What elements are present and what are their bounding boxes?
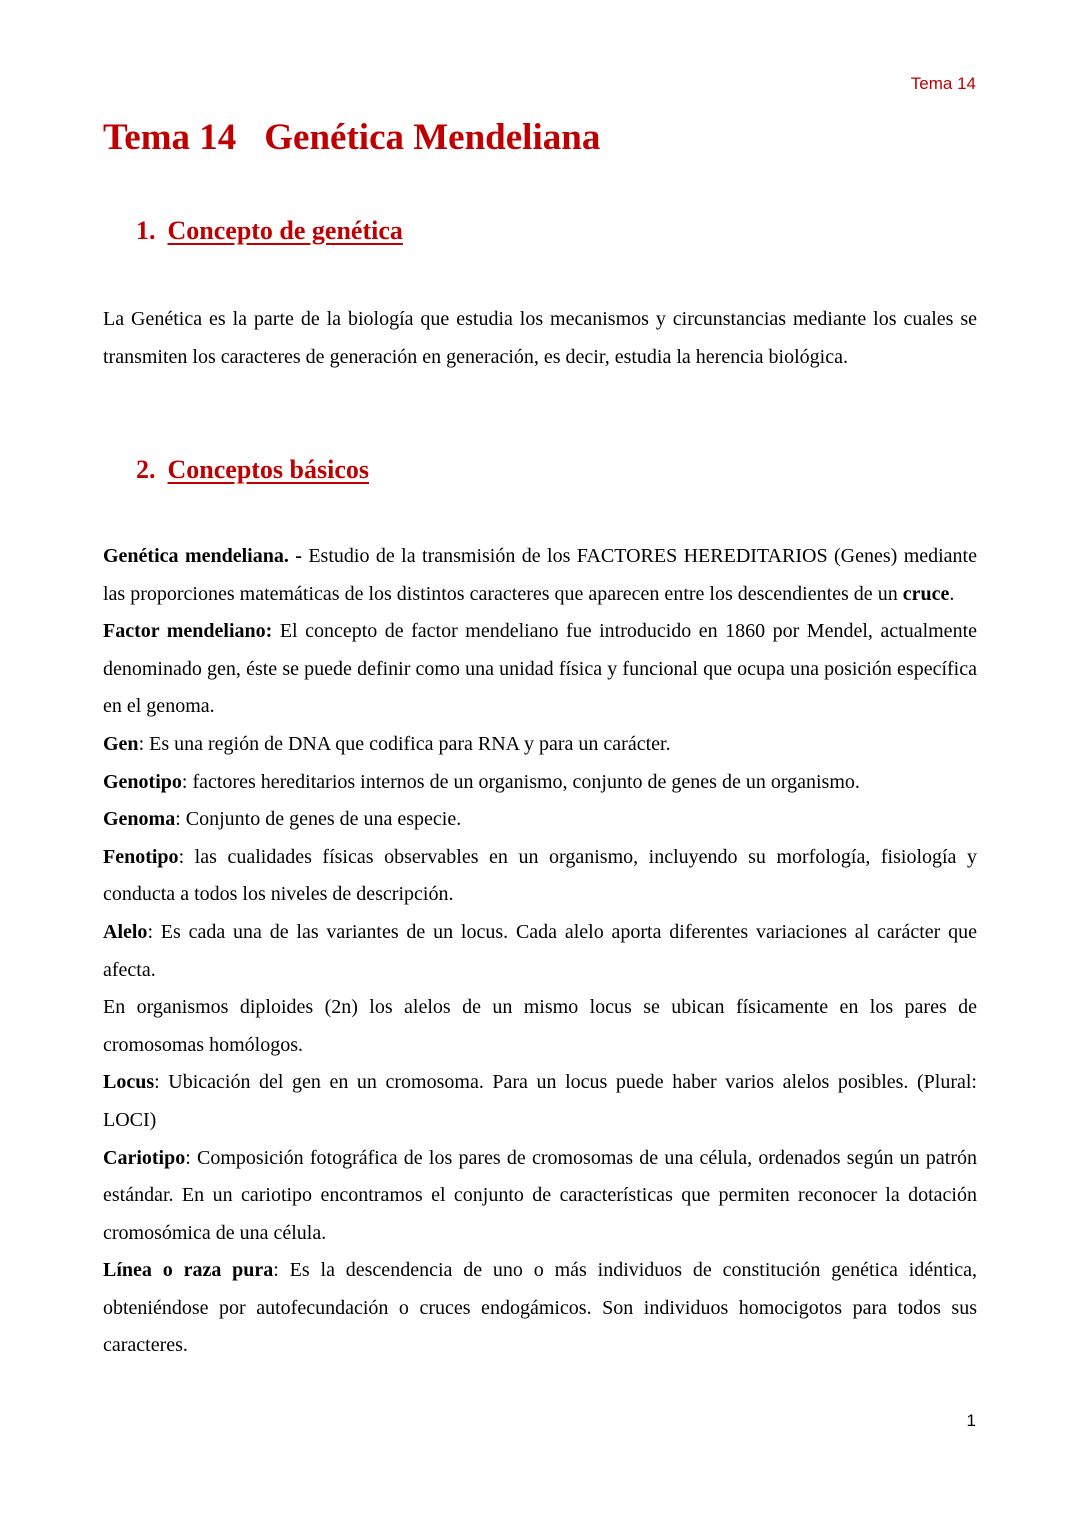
definition-text: : Composición fotográfica de los pares de cromosomas de una célula, ordenados según un patrón estándar. En un cariotipo encontramos el conjunto de características que permiten reconocer la dotación cromosómica de una célula. <box>103 1146 977 1244</box>
definition-locus <box>103 1064 977 1139</box>
running-header: Tema 14 <box>910 74 976 93</box>
section-heading-conceptos-basicos <box>136 455 369 485</box>
definition-text: : factores hereditarios internos de un organismo, conjunto de genes de un organismo. <box>181 770 860 793</box>
definition-text: : las cualidades físicas observables en un organismo, incluyendo su morfología, fisiología y conducta a todos los niveles de descripción. <box>103 845 977 906</box>
definition-fenotipo <box>103 839 977 914</box>
definition-gen <box>103 726 977 764</box>
definition-term: Línea o raza pura <box>103 1259 274 1282</box>
title-number: Tema 14 <box>103 117 237 158</box>
definition-alelo <box>103 914 977 989</box>
section-title: Concepto de genética <box>167 216 403 245</box>
definition-linea-pura <box>103 1252 977 1365</box>
definition-text: : Es una región de DNA que codifica para RNA y para un carácter. <box>138 732 671 755</box>
definition-text: : Conjunto de genes de una especie. <box>175 808 462 831</box>
definition-term: Gen <box>103 732 139 755</box>
definition-text: El concepto de factor mendeliano fue introducido en 1860 por Mendel, actualmente denominado gen, éste se puede definir como una unidad física y funcional que ocupa una posición específica en el genoma. <box>103 620 977 718</box>
definition-text: : Es la descendencia de uno o más individuos de constitución genética idéntica, obteniéndose por autofecundación o cruces endogámicos. Son individuos homocigotos para todos sus caracteres. <box>103 1259 977 1357</box>
definition-term: Locus <box>103 1071 155 1094</box>
definitions-list <box>103 538 977 1365</box>
definition-term: Genoma <box>103 808 176 831</box>
definition-text: Estudio de la transmisión de los FACTORES HEREDITARIOS (Genes) mediante las proporciones matemáticas de los distintos caracteres que aparecen entre los descendientes de un <box>103 545 977 605</box>
definition-text: : Ubicación del gen en un cromosoma. Para un locus puede haber varios alelos posibles. (Plural: LOCI) <box>103 1071 977 1131</box>
section-number: 1. <box>136 216 156 245</box>
section-title: Conceptos básicos <box>167 455 370 484</box>
section-number: 2. <box>136 455 156 484</box>
intro-paragraph: La Genética es la parte de la biología que estudia los mecanismos y circunstancias mediante los cuales se transmiten los caracteres de generación en generación, es decir, estudia la herencia biológica. <box>103 308 977 368</box>
definition-genotipo <box>103 764 977 802</box>
definition-term: Alelo <box>103 920 148 943</box>
section-heading-concepto <box>136 216 403 246</box>
title-name: Genética Mendeliana <box>264 117 601 158</box>
definition-term: Genotipo <box>103 770 182 793</box>
definition-term: Genética mendeliana. - <box>103 545 302 567</box>
page-title <box>103 116 600 159</box>
definition-text: En organismos diploides (2n) los alelos de un mismo locus se ubican físicamente en los pares de cromosomas homólogos. <box>103 996 977 1056</box>
definition-bold-word: cruce <box>902 582 950 605</box>
page-number: 1 <box>966 1411 976 1430</box>
definition-cariotipo <box>103 1140 977 1253</box>
definition-genetica-mendeliana <box>103 538 977 613</box>
definition-end: . <box>949 582 955 605</box>
definition-term: Factor mendeliano: <box>103 620 273 643</box>
definition-genoma <box>103 801 977 839</box>
definition-term: Cariotipo <box>103 1146 186 1169</box>
definition-factor-mendeliano <box>103 613 977 726</box>
definition-diploides-note <box>103 989 977 1064</box>
definition-text: : Es cada una de las variantes de un locus. Cada alelo aporta diferentes variaciones al carácter que afecta. <box>103 920 977 981</box>
definition-term: Fenotipo <box>103 845 179 868</box>
